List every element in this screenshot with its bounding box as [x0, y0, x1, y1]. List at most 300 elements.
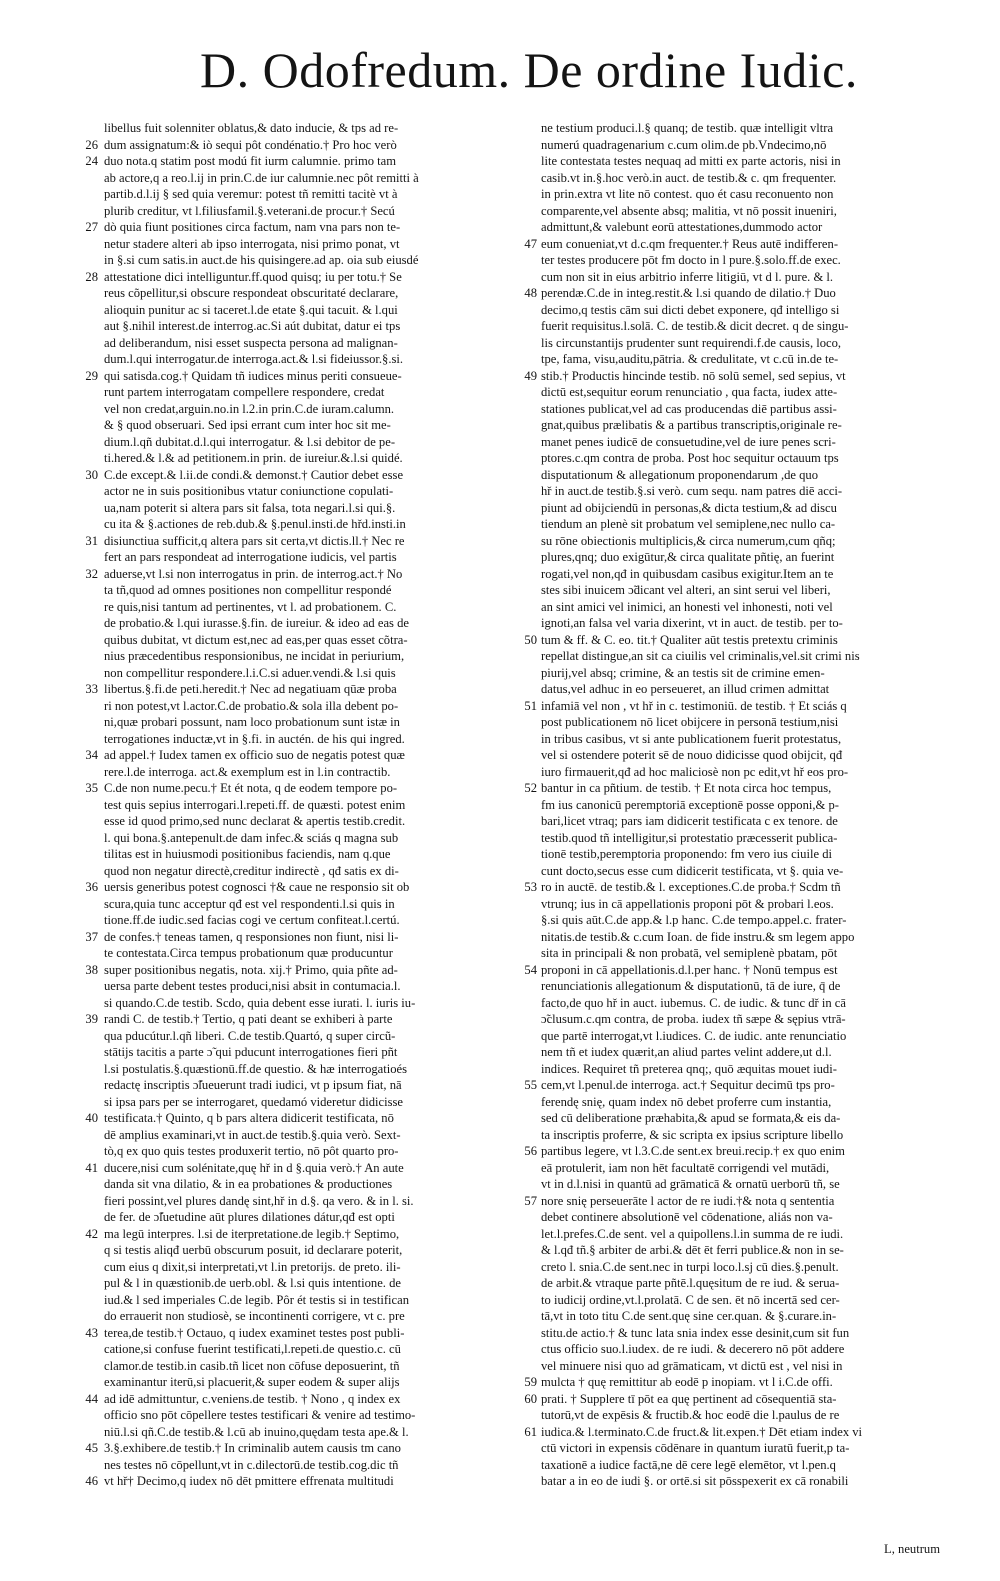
line-text: vel non credat,arguin.no.in l.2.in prin.C.de iuram.calumn. — [104, 401, 395, 416]
text-line — [515, 252, 945, 269]
line-text: testificata.† Quinto, q b pars altera didicerit testificata, nō — [104, 1111, 394, 1125]
text-line — [515, 1242, 945, 1259]
text-line — [80, 995, 505, 1012]
line-text: si ipsa pars per se interrogaret, quedamó videretur didicisse — [104, 1094, 404, 1109]
text-line — [515, 1308, 945, 1325]
line-text: creto l. snia.C.de sent.nec in turpi loco.l.sj cū dies.§.penult. — [541, 1259, 839, 1274]
text-line — [80, 1077, 505, 1094]
text-line — [515, 830, 945, 847]
line-text: uersis generibus potest cognosci †& caue ne responsio sit ob — [104, 880, 410, 894]
text-line — [80, 896, 505, 913]
text-line — [80, 747, 505, 764]
text-line — [515, 1077, 945, 1094]
text-line — [515, 1391, 945, 1408]
line-marginal-number: 45 — [85, 1441, 98, 1455]
line-text: do errauerit non studiosè, se incontinenti corrigere, vt c. pre — [104, 1309, 405, 1323]
text-line — [515, 764, 945, 781]
line-text: ni,quæ probari possunt, nam loco probationum sunt istæ in — [104, 715, 400, 729]
line-marginal-number: 30 — [85, 467, 98, 482]
line-marginal-number: 48 — [524, 286, 537, 300]
text-line — [515, 1061, 945, 1078]
line-text: sed cū deliberatione præhabita,& apud se formata,& eis da- — [541, 1111, 841, 1125]
line-text: nius præcedentibus responsionibus, ne incidat in periurium, — [104, 649, 405, 663]
line-text: disputationum & allegationum proponendarum ,de quo — [541, 467, 819, 482]
line-text: stitu.de actio.† & tunc lata snia index esse desinit,cum sit fun — [541, 1325, 850, 1340]
line-marginal-number: 36 — [85, 880, 98, 894]
right-text-column — [515, 120, 945, 1520]
text-line — [515, 1407, 945, 1424]
line-text: proponi in cā appellationis.d.l.per hanc. † Nonū tempus est — [541, 962, 838, 977]
line-text: vt in d.l.nisi in quantū ad grāmaticā & ornatū uerborū tñ, se — [541, 1177, 840, 1191]
line-text: disiunctiua sufficit,q altera pars sit certa,vt dictis.ll.† Nec re — [104, 533, 405, 548]
line-text: de fer. de ɔ̃ſuetudine aūt plures dilationes dátur,qđ est opti — [104, 1210, 395, 1224]
line-text: C.de except.& l.ii.de condi.& demonst.† Cautior debet esse — [104, 467, 404, 482]
text-line — [515, 533, 945, 550]
text-line — [80, 285, 505, 302]
line-text: ro in auctē. de testib.& l. exceptiones.C.de proba.† Scdm tñ — [541, 880, 841, 894]
text-line — [80, 1242, 505, 1259]
line-text: aut §.nihil interest.de interrog.ac.Si aút dubitat, datur ei tps — [104, 319, 401, 333]
line-text: plures,qnq; duo exigūtur,& circa qualitate pñtię, an fuerint — [541, 550, 835, 564]
text-line — [80, 566, 505, 583]
line-text: cu ita & §.actiones de reb.dub.& §.penul.insti.de hřd.insti.in — [104, 517, 406, 531]
line-marginal-number: 60 — [524, 1391, 537, 1406]
line-text: bantur in ca pñtium. de testib. † Et nota circa hoc tempus, — [541, 781, 832, 795]
line-marginal-number: 51 — [524, 698, 537, 713]
line-text: taxationē a iudice factā,ne dē cere legē elemētor, vt l.pen.q — [541, 1457, 836, 1472]
line-text: stātijs tacitis a parte ɔ̃ qui pducunt interrogationes fieri pñt — [104, 1045, 398, 1059]
text-line — [80, 615, 505, 632]
text-line — [80, 417, 505, 434]
text-line — [80, 929, 505, 946]
text-line — [515, 417, 945, 434]
line-text: numerú quadragenarium c.cum olim.de pb.Vndecimo,nō — [541, 137, 827, 152]
line-text: netur stadere alteri ab ipso interrogata, nisi primo ponat, vt — [104, 236, 400, 251]
line-text: ta tñ,quod ad omnes positiones non compellitur respondé — [104, 583, 392, 597]
line-text: gnat,quibus prælibatis & a partibus transcriptis,originale re- — [541, 418, 842, 432]
line-marginal-number: 59 — [524, 1375, 537, 1389]
text-line — [515, 1209, 945, 1226]
line-text: ɔ̃clusum.c.qm contra, de proba. iudex tñ sæpe & sępius vtrā- — [541, 1012, 846, 1026]
line-text: qua pducútur.l.qñ liberi. C.de testib.Quartó, q super circũ- — [104, 1028, 396, 1043]
text-line — [80, 1440, 505, 1457]
line-text: rere.l.de interroga. act.& exemplum est in l.in contractib. — [104, 764, 391, 779]
line-marginal-number: 56 — [524, 1144, 537, 1158]
line-text: bari,licet vtraq; pars iam didicerit testificata c ex tenore. de — [541, 814, 838, 828]
line-marginal-number: 52 — [524, 781, 537, 795]
line-text: qui satisda.cog.† Quidam tñ iudices minus periti consueue- — [104, 368, 402, 383]
text-line — [80, 1391, 505, 1408]
text-line — [515, 120, 945, 137]
text-line — [515, 1127, 945, 1144]
line-text: ne testium produci.l.§ quanq; de testib. quæ intelligit vltra — [541, 121, 834, 135]
line-text: in §.si cum satis.in auct.de his quisingere.ad ap. oia sub eiusdé — [104, 253, 419, 267]
line-text: esse id quod primo,sed nunc declarat & apertis testib.credit. — [104, 814, 406, 828]
text-line — [515, 813, 945, 830]
text-line — [80, 318, 505, 335]
line-text: pul & l in quæstionib.de uerb.obl. & l.si quis intentione. de — [104, 1276, 401, 1290]
line-text: post publicationem nō licet obijcere in personā testium,nisi — [541, 715, 839, 729]
line-text: infamiā vel non , vt hř in c. testimoniū. de testib. † Et sciás q — [541, 698, 847, 713]
line-text: quibus dubitat, vt dictum est,nec ad eas,per quas esset cõtra- — [104, 632, 408, 647]
text-line — [80, 335, 505, 352]
text-line — [80, 912, 505, 929]
line-text: clamor.de testib.in casib.tñ licet non cōfuse deposuerint, tñ — [104, 1358, 400, 1373]
text-line — [515, 879, 945, 896]
text-line — [80, 1358, 505, 1375]
text-line — [80, 153, 505, 170]
line-marginal-number: 27 — [85, 220, 98, 234]
line-text: ptores.c.qm contra de proba. Post hoc sequitur octauum tps — [541, 451, 839, 465]
text-line — [80, 1407, 505, 1424]
text-line — [515, 615, 945, 632]
text-line — [515, 995, 945, 1012]
text-line — [515, 467, 945, 484]
text-line — [80, 549, 505, 566]
line-text: perendæ.C.de in integ.restit.& l.si quando de dilatio.† Duo — [541, 286, 836, 300]
text-line — [515, 1374, 945, 1391]
text-line — [80, 863, 505, 880]
line-text: iudica.& l.terminato.C.de fruct.& lit.expen.† Dēt etiam index vi — [541, 1424, 863, 1439]
line-text: & l.qđ tñ.§ arbiter de arbi.& dēt ēt ferri publice.& non in se- — [541, 1243, 844, 1257]
line-text: dum.l.qui interrogatur.de interroga.act.& l.si fideiussor.§.si. — [104, 352, 404, 366]
line-text: fuerit requisitus.l.solā. C. de testib.& dicit decret. q de singu- — [541, 319, 849, 333]
line-text: partib.d.l.ij § sed quia veremur: potest tñ remitti tacitè vt à — [104, 187, 398, 201]
line-text: tutorū,vt de expēsis & fructib.& hoc eodē die l.paulus de re — [541, 1408, 840, 1422]
line-text: vtrunq; ius in cā appellationis proponi pōt & probari l.eos. — [541, 896, 834, 911]
text-line — [515, 1440, 945, 1457]
line-text: ua,nam poterit si altera pars sit falsa, tota negari.l.si qui.§. — [104, 500, 396, 515]
line-text: ctū victori in expensis cōdēnare in quantum iuratū fuerit,p ta- — [541, 1441, 850, 1455]
text-line — [515, 566, 945, 583]
line-text: C.de non nume.pecu.† Et ét nota, q de eodem tempore po- — [104, 781, 398, 795]
line-marginal-number: 44 — [85, 1391, 98, 1406]
text-line — [515, 978, 945, 995]
text-line — [515, 863, 945, 880]
line-text: batar a in eo de iudi §. or ortē.si sit pōsspexerit ex cā ronabili — [541, 1474, 849, 1488]
text-line — [80, 1259, 505, 1276]
page-header-title: D. Odofredum. De ordine Iudic. — [200, 42, 858, 98]
line-marginal-number: 43 — [85, 1325, 98, 1340]
text-line — [515, 714, 945, 731]
line-text: ctus officio suo.l.iudex. de re iudi. & decerero nō pōt addere — [541, 1342, 845, 1356]
line-text: vel minuere nisi quo ad grāmaticam, vt dictū est , vel nisi in — [541, 1358, 843, 1373]
line-text: ferendę snię, quam index nō debet proferre cum instantia, — [541, 1094, 832, 1109]
line-marginal-number: 26 — [85, 137, 98, 152]
line-text: manet penes iudicē de consuetudine,vel de iure penes scri- — [541, 434, 836, 449]
text-line — [515, 1110, 945, 1127]
line-text: aduerse,vt l.si non interrogatus in prin. de interrog.act.† No — [104, 566, 403, 581]
text-line — [80, 599, 505, 616]
line-text: quod non negatur directè,creditur indirectè , qđ satis ex di- — [104, 863, 399, 878]
text-line — [515, 384, 945, 401]
line-text: cunt docto,secus esse cum didicerit testificata, vt §. quia ve- — [541, 863, 844, 878]
line-marginal-number: 38 — [85, 962, 98, 977]
text-line — [515, 665, 945, 682]
text-line — [80, 648, 505, 665]
line-text: cum non sit in eius arbitrio inferre litigiū, vt d l. pure. & l. — [541, 269, 834, 284]
line-text: stes sibi inuicem ɔ̃dicant vel alteri, an sint serui vel liberi, — [541, 583, 831, 597]
line-text: niū.l.si qñ.C.de testib.& l.cū ab inuino,quędam testa ape.& l. — [104, 1424, 409, 1439]
line-text: re quis,nisi tantum ad pertinentes, vt l. ad probationem. C. — [104, 599, 397, 614]
catchword: L, neutrum — [884, 1542, 940, 1556]
text-line — [515, 137, 945, 154]
line-text: tionē testib,peremptoria proponendo: fm vero ius ciuile di — [541, 847, 832, 861]
line-text: alioquin punitur ac si taceret.l.de etate §.qui tacuit. & l.qui — [104, 302, 398, 317]
line-text: 3.§.exhibere.de testib.† In criminalib autem causis tm cano — [104, 1441, 401, 1455]
text-line — [515, 1292, 945, 1309]
line-text: randi C. de testib.† Tertio, q pati deant se exhiberi à parte — [104, 1012, 393, 1026]
line-text: ad deliberandum, nisi esset suspecta persona ad malignan- — [104, 335, 398, 350]
line-marginal-number: 28 — [85, 269, 98, 284]
text-line — [515, 929, 945, 946]
line-text: terrogationes inductæ,vt in §.fi. in auctén. de his qui ingred. — [104, 731, 405, 746]
line-marginal-number: 40 — [85, 1111, 98, 1125]
line-text: eā protulerit, iam non hēt facultatē corrigendi vel mutādi, — [541, 1160, 830, 1175]
text-line — [515, 797, 945, 814]
text-line — [515, 1424, 945, 1441]
text-line — [515, 632, 945, 649]
text-line — [80, 1160, 505, 1177]
text-line — [80, 434, 505, 451]
text-line — [80, 120, 505, 137]
text-line — [80, 813, 505, 830]
text-line — [80, 450, 505, 467]
text-line — [515, 219, 945, 236]
line-text: duo nota.q statim post modú fit iurm calumnie. primo tam — [104, 154, 397, 168]
line-text: danda sit vna dilatio, & in ea probationes & productiones — [104, 1177, 393, 1191]
line-text: libertus.§.fi.de peti.heredit.† Nec ad negatiuam qūæ proba — [104, 682, 397, 696]
line-text: iud.& l sed imperiales C.de legib. Pôr ét testis si in testifican — [104, 1292, 409, 1307]
text-line — [515, 351, 945, 368]
text-line — [80, 1457, 505, 1474]
text-line — [80, 879, 505, 896]
line-text: vt hř† Decimo,q iudex nō dēt pmittere effrenata multitudi — [104, 1474, 394, 1488]
text-line — [515, 1341, 945, 1358]
text-line — [80, 252, 505, 269]
line-text: attestatione dici intelliguntur.ff.quod quisq; iu per totu.† Se — [104, 269, 402, 284]
line-text: dē amplius examinari,vt in auct.de testib.§.quia verò. Sext- — [104, 1127, 401, 1142]
text-line — [515, 203, 945, 220]
text-line — [80, 632, 505, 649]
text-line — [80, 1226, 505, 1243]
text-line — [80, 269, 505, 286]
text-line — [80, 1325, 505, 1342]
text-line — [515, 401, 945, 418]
text-line — [80, 945, 505, 962]
line-text: debet continere absolutionē vel cōdenatione, aliás non va- — [541, 1210, 833, 1224]
line-text: actor ne in suis positionibus vtatur coniunctione copulati- — [104, 484, 394, 498]
line-text: l.si postulatis.§.quæstionū.ff.de questio. & hæ interrogatioés — [104, 1061, 408, 1076]
line-text: rogati,vel non,qđ in quibusdam casibus exigitur.Item an te — [541, 566, 834, 581]
line-text: tione.ff.de iudic.sed facias cogi ve certum confiteat.l.certú. — [104, 913, 400, 927]
text-line — [515, 1160, 945, 1177]
text-line — [515, 302, 945, 319]
text-line — [515, 368, 945, 385]
text-line — [515, 648, 945, 665]
line-text: in prin.extra vt lite nō contest. quo ét casu reconuento non — [541, 187, 834, 201]
text-line — [515, 236, 945, 253]
line-marginal-number: 42 — [85, 1226, 98, 1241]
text-line — [80, 384, 505, 401]
text-line — [80, 1061, 505, 1078]
text-line — [515, 434, 945, 451]
line-text: tiendum an plenè sit probatum vel semiplene,nec nullo ca- — [541, 517, 836, 531]
text-line — [80, 533, 505, 550]
text-line — [515, 731, 945, 748]
line-text: indices. Requiret tñ preterea qnq;, quō æquitas mouet iudi- — [541, 1061, 837, 1076]
text-line — [515, 1358, 945, 1375]
text-line — [80, 1044, 505, 1061]
line-text: partibus legere, vt l.3.C.de sent.ex breui.recip.† ex quo enim — [541, 1144, 845, 1158]
text-line — [80, 1143, 505, 1160]
text-line — [80, 368, 505, 385]
text-line — [80, 1176, 505, 1193]
line-text: ignoti,an falsa vel varia dixerint, vt in auct. de testib. per to- — [541, 616, 843, 630]
text-line — [515, 153, 945, 170]
line-text: dictū est,sequitur eorum renunciatio , qua facta, iudex atte- — [541, 385, 838, 399]
line-text: super positionibus negatis, nota. xij.† Primo, quia pñte ad- — [104, 962, 398, 977]
line-text: ma legū interpres. l.si de iterpretatione.de legib.† Septimo, — [104, 1226, 400, 1241]
line-text: & § quod obseruari. Sed ipsi errant cum inter hoc sit me- — [104, 418, 391, 432]
line-text: lis circunstantijs prudenter sunt requirendi.f.de causis, loco, — [541, 335, 842, 350]
line-text: q si testis aliqđ uerbū obscurum posuit, id declarare poterit, — [104, 1243, 403, 1257]
text-line — [80, 483, 505, 500]
line-text: §.si quis aūt.C.de app.& l.p hanc. C.de tempo.appel.c. frater- — [541, 913, 847, 927]
left-text-column — [80, 120, 505, 1520]
text-line — [80, 302, 505, 319]
text-line — [80, 1341, 505, 1358]
line-text: runt partem interrogatam compellere respondere, credat — [104, 385, 385, 399]
line-text: reus cõpellitur,si obscure respondeat obscuritaté declarare, — [104, 286, 399, 300]
line-text: hř in auct.de testib.§.si verò. cum sequ. nam patres diē acci- — [541, 484, 843, 498]
text-line — [515, 186, 945, 203]
line-text: in tribus casibus, vt si ante publicationem fuerit protestatus, — [541, 731, 842, 746]
text-line — [515, 1143, 945, 1160]
text-line — [80, 698, 505, 715]
line-text: stationes publicat,vel ad cas producendas diē partibus assi- — [541, 401, 837, 416]
line-text: de confes.† teneas tamen, q responsiones non fiunt, nisi li- — [104, 929, 399, 944]
text-line — [80, 1028, 505, 1045]
line-text: mulcta † quę remittitur ab eodē p inopiam. vt l i.C.de offi. — [541, 1375, 833, 1389]
text-line — [80, 1308, 505, 1325]
text-line — [80, 351, 505, 368]
text-line — [80, 1110, 505, 1127]
line-text: redactę inscriptis ɔ̃ſueuerunt tradi iudici, vt p ipsum fiat, nā — [104, 1078, 402, 1092]
text-line — [515, 846, 945, 863]
line-text: piunt ad obijciendū in personas,& dicta testium,& ad discu — [541, 500, 837, 515]
line-text: dum assignatum:& iò sequi pôt condénatio.† Pro hoc verò — [104, 137, 397, 152]
text-line — [80, 714, 505, 731]
line-text: an sint amici vel inimici, an honesti vel inhonesti, noti vel — [541, 599, 833, 614]
text-line — [515, 1473, 945, 1490]
line-text: to iudicij ordine,vt.l.prolatā. C de sen. ēt nō incertā sed cer- — [541, 1292, 840, 1307]
text-line — [515, 500, 945, 517]
line-text: ta inscriptis proferre, & sic scripta ex ipsius scripture libello — [541, 1127, 844, 1142]
text-line — [80, 846, 505, 863]
text-line — [80, 1094, 505, 1111]
line-marginal-number: 31 — [85, 533, 98, 548]
text-line — [80, 236, 505, 253]
text-line — [515, 1275, 945, 1292]
text-line — [515, 780, 945, 797]
line-text: que partē interrogat,vt l.iudices. C. de iudic. ante renunciatio — [541, 1028, 847, 1043]
line-text: si quando.C.de testib. Scdo, quia debent esse iurati. l. iuris iu- — [104, 995, 416, 1010]
text-line — [515, 170, 945, 187]
text-line — [515, 896, 945, 913]
line-text: ter testes producere pōt fm docto in l pure.§.solo.ff.de exec. — [541, 253, 841, 267]
line-text: nitatis.de testib.& c.cum Ioan. de fide instru.& sm legem appo — [541, 929, 855, 944]
line-text: test quis sepius interrogari.l.repeti.ff. de quæsti. potest enim — [104, 797, 406, 812]
text-line — [80, 186, 505, 203]
text-line — [515, 285, 945, 302]
text-line — [515, 1457, 945, 1474]
text-line — [80, 731, 505, 748]
line-text: admittunt,& valebunt eorū attestationes,dummodo actor — [541, 220, 823, 234]
text-line — [80, 203, 505, 220]
text-line — [515, 582, 945, 599]
text-line — [515, 912, 945, 929]
text-line — [80, 1473, 505, 1490]
line-text: nore snię perseuerāte l actor de re iudi.†& nota q sententia — [541, 1193, 835, 1208]
text-line — [515, 549, 945, 566]
line-text: testib.quod tñ intelligitur,si protestatio præcesserit publica- — [541, 830, 838, 845]
text-line — [515, 335, 945, 352]
line-marginal-number: 57 — [524, 1193, 537, 1208]
line-text: decimo,q testis cām sui dicti debet exponere, qđ intelligo si — [541, 302, 840, 317]
line-text: examinantur iterū,si placuerit,& super eodem & super alijs — [104, 1375, 400, 1389]
line-text: tā,vt in toto titu C.de sent.quę sine cer.quan. & §.curare.in- — [541, 1309, 837, 1323]
text-line — [80, 467, 505, 484]
text-line — [515, 1011, 945, 1028]
text-line — [515, 1176, 945, 1193]
line-text: ducere,nisi cum solénitate,quę hř in d §.quia verò.† An aute — [104, 1160, 404, 1175]
text-line — [515, 450, 945, 467]
text-line — [515, 1193, 945, 1210]
line-text: libellus fuit solenniter oblatus,& dato inducie, & tps ad re- — [104, 121, 399, 135]
line-text: non compellitur respondere.l.i.C.si aduer.vendi.& l.si quis — [104, 665, 396, 680]
line-text: fert an pars respondeat ad interrogatione iudicis, vel partis — [104, 550, 397, 564]
line-text: plurib creditur, vt l.filiusfamil.§.veterani.de procur.† Secú — [104, 203, 395, 218]
text-line — [80, 830, 505, 847]
line-marginal-number: 61 — [524, 1424, 537, 1439]
text-line — [515, 318, 945, 335]
text-line — [80, 978, 505, 995]
line-text: comparente,vel absente absq; malitia, vt nō possit inueniri, — [541, 203, 837, 218]
text-line — [80, 1374, 505, 1391]
line-text: nes testes nō cōpellunt,vt in c.dilectorū.de testib.cog.dic tñ — [104, 1457, 399, 1472]
line-marginal-number: 39 — [85, 1012, 98, 1026]
line-text: tpe, fama, visu,auditu,pātria. & credulitate, vt c.cū in.de te- — [541, 352, 839, 366]
text-line — [515, 698, 945, 715]
line-marginal-number: 50 — [524, 632, 537, 647]
line-marginal-number: 47 — [524, 236, 537, 251]
line-marginal-number: 24 — [85, 154, 98, 168]
text-line — [80, 764, 505, 781]
line-text: uersa parte debent testes produci,nisi absit in contumacia.l. — [104, 979, 401, 993]
text-line — [515, 1044, 945, 1061]
text-line — [80, 170, 505, 187]
line-marginal-number: 34 — [85, 748, 98, 762]
line-text: tilitas est in huiusmodi positionibus faciendis, nam q.que — [104, 847, 391, 861]
line-text: ad idē admittuntur, c.veniens.de testib. † Nono , q index ex — [104, 1391, 401, 1406]
line-text: l. qui bona.§.antepenult.de dam infec.& sciás q magna sub — [104, 830, 399, 845]
line-text: vel si ostendere poterit sē de nouo didicisse quod obijcit, qđ — [541, 748, 843, 762]
line-marginal-number: 29 — [85, 368, 98, 383]
line-text: catione,si confuse fuerint testificati,l.repeti.de questio.c. cū — [104, 1342, 401, 1356]
line-text: de probatio.& l.qui iurasse.§.fin. de iureiur. & ideo ad eas de — [104, 616, 409, 630]
line-text: datus,vel adhuc in eo perseueret, an illud crimen admittat — [541, 682, 830, 696]
